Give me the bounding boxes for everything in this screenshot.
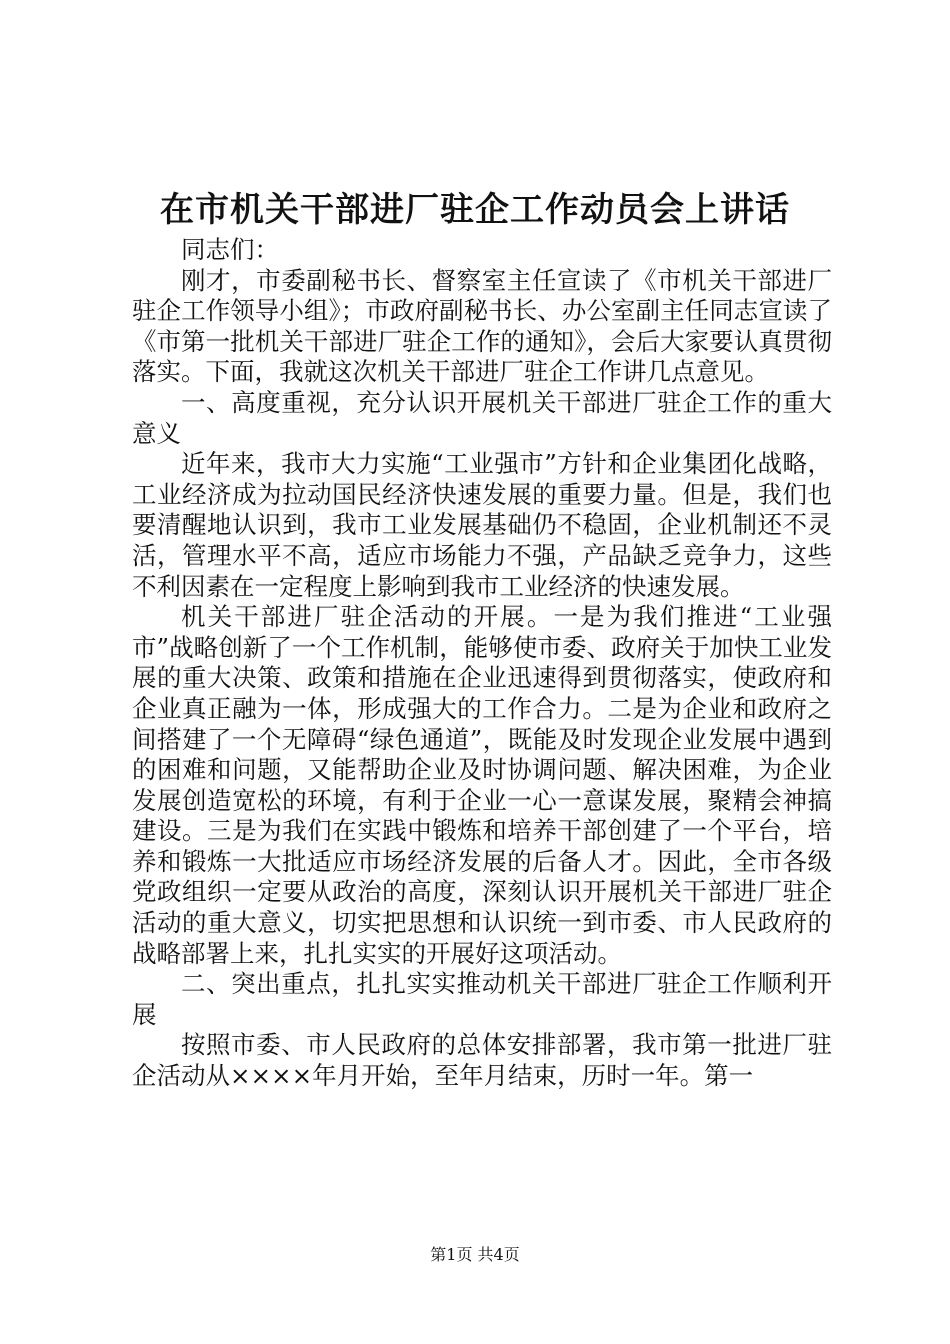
paragraph-schedule: 按照市委、市人民政府的总体安排部署，我市第一批进厂驻企活动从××××年月开始，至年月结束，历时一年。第一 [132,1030,832,1091]
salutation: 同志们： [181,235,279,264]
paragraph-significance: 机关干部进厂驻企活动的开展。一是为我们推进“工业强市”战略创新了一个工作机制，能够使市委、政府关于加快工业发展的重大决策、政策和措施在企业迅速得到贯彻落实，使政府和企业真正融为一体，形成强大的工作合力。二是为企业和政府之间搭建了一个无障碍“绿色通道”，既能及时发现企业发展中遇到的困难和问题，又能帮助企业及时协调问题、解决困难，为企业发展创造宽松的环境，有利于企业一心一意谋发展，聚精会神搞建设。三是为我们在实践中锻炼和培养干部创建了一个平台，培养和锻炼一大批适应市场经济发展的后备人才。因此，全市各级党政组织一定要从政治的高度，深刻认识开展机关干部进厂驻企活动的重大意义，切实把思想和认识统一到市委、市人民政府的战略部署上来，扎扎实实的开展好这项活动。 [132,602,832,968]
page-number-footer: 第1页 共4页 [430,1245,520,1264]
section-heading-2: 二、突出重点，扎扎实实推动机关干部进厂驻企工作顺利开展 [132,969,832,1029]
paragraph-background: 近年来，我市大力实施“工业强市”方针和企业集团化战略，工业经济成为拉动国民经济快速发展的重要力量。但是，我们也要清醒地认识到，我市工业发展基础仍不稳固，企业机制还不灵活，管理水平不高，适应市场能力不强，产品缺乏竞争力，这些不利因素在一定程度上影响到我市工业经济的快速发展。 [132,449,832,601]
paragraph-intro: 刚才，市委副秘书长、督察室主任宣读了《市机关干部进厂驻企工作领导小组》；市政府副秘书长、办公室副主任同志宣读了《市第一批机关干部进厂驻企工作的通知》，会后大家要认真贯彻落实。下面，我就这次机关干部进厂驻企工作讲几点意见。 [132,265,832,387]
document-body [132,235,832,1092]
document-title: 在市机关干部进厂驻企工作动员会上讲话 [160,190,790,230]
section-heading-1: 一、高度重视，充分认识开展机关干部进厂驻企工作的重大意义 [132,387,832,448]
